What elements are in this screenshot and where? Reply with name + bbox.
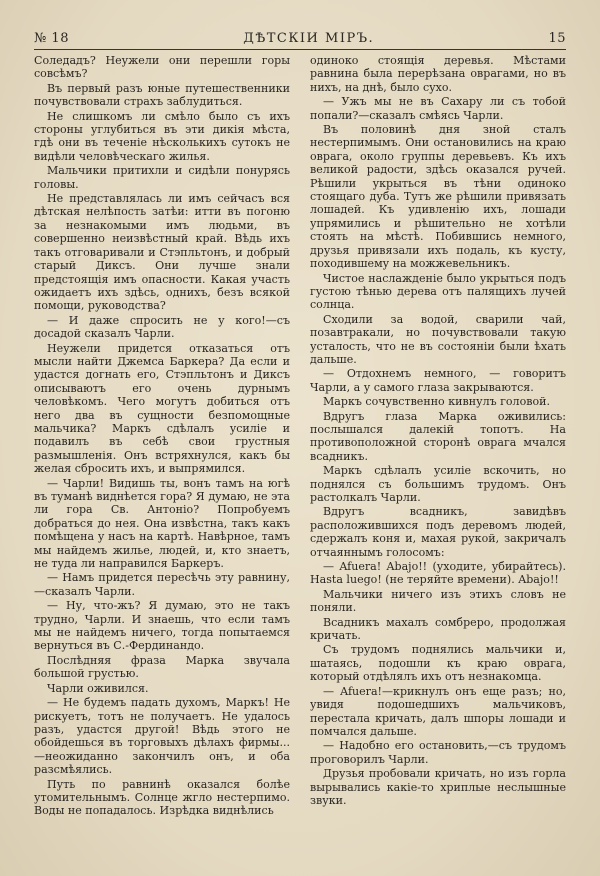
paragraph: Маркъ сдѣлалъ усиліе вскочить, но поднялся съ большимъ трудомъ. Онъ растолкалъ Чарли. <box>310 464 566 504</box>
paragraph: Въ половинѣ дня зной сталъ нестерпимымъ. Они остановились на краю оврага, около группы деревьевъ. Къ ихъ великой радости, здѣсь оказался ручей. Рѣшили укрыться въ тѣни одиноко стоящаго дуба. Тутъ же рѣшили привязать лошадей. Къ удивленію ихъ, лошади упрямились и рѣшительно не хотѣли стоять на мѣстѣ. Побившись немного, друзья привязали ихъ подаль, къ кусту, походившему на можжевельникъ. <box>310 123 566 271</box>
paragraph: — Afuera!—крикнулъ онъ еще разъ; но, увидя подошедшихъ мальчиковъ, перестала кричать, далъ шпоры лошади и помчался дальше. <box>310 684 566 738</box>
paragraph: — Ужъ мы не въ Сахару ли съ тобой попали?—сказалъ смѣясь Чарли. <box>310 95 566 122</box>
paragraph: Путь по равнинѣ оказался болѣе утомительнымъ. Солнце жгло нестерпимо. Воды не попадалось. Изрѣдка виднѣлись <box>34 777 290 818</box>
paragraph: Мальчики притихли и сидѣли понурясь головы. <box>34 164 290 191</box>
paragraph: — Ну, что-жъ? Я думаю, это не такъ трудно, Чарли. И знаешь, что если тамъ мы не найдемъ ничего, тогда попытаемся вернуться въ С.-Фердинандо. <box>34 599 290 653</box>
paragraph: — И даже спросить не у кого!—съ досадой сказалъ Чарли. <box>34 313 290 341</box>
paragraph: Чарли оживился. <box>47 681 149 695</box>
left-column <box>34 54 290 854</box>
paragraph: — Намъ придется пересѣчь эту равнину,—сказалъ Чарли. <box>34 571 290 598</box>
paragraph: Въ первый разъ юные путешественники почувствовали страхъ заблудиться. <box>34 81 290 109</box>
paragraph: Вдругъ всадникъ, завидѣвъ расположившихся подъ деревомъ людей, сдержалъ коня и, махая рукой, закричалъ отчаяннымъ голосомъ: <box>310 505 566 559</box>
text-columns <box>34 54 566 854</box>
paragraph: Сходили за водой, сварили чай, позавтракали, но почувствовали такую усталость, что не въ состояніи были ѣхать дальше. <box>310 312 566 366</box>
right-column <box>310 54 566 854</box>
paragraph: Друзья пробовали кричать, но изъ горла вырывались какіе-то хриплые неслышные звуки. <box>310 767 566 807</box>
paragraph: Всадникъ махалъ сомбреро, продолжая кричать. <box>310 615 566 643</box>
paragraph: Не слишкомъ ли смѣло было съ ихъ стороны углубиться въ эти дикія мѣста, гдѣ они въ теченіе нѣсколькихъ сутокъ не видѣли человѣческаго жилья. <box>34 109 290 163</box>
issue-number: № 18 <box>34 31 69 46</box>
page-number: 15 <box>548 31 566 46</box>
paragraph: Не представлялась ли имъ сейчасъ вся дѣтская нелѣпость затѣи: итти въ погоню за незнакомыми имъ людьми, въ совершенно неизвѣстный край. Вѣдь ихъ такъ отговаривали и Стэпльтонъ, и добрый старый Диксъ. Они лучше знали предстоящія имъ опасности. Какая участь ожидаетъ ихъ здѣсь, однихъ, безъ всякой помощи, руководства? <box>34 192 290 313</box>
paragraph: Мальчики ничего изъ этихъ словъ не поняли. <box>310 587 566 615</box>
paragraph: — Чарли! Видишь ты, вонъ тамъ на югѣ въ туманѣ виднѣется гора? Я думаю, не эта ли гора Св. Антоніо? Попробуемъ добраться до нея. Она извѣстна, такъ какъ помѣщена у насъ на картѣ. Навѣрное, тамъ мы найдемъ жилье, людей, и, кто знаетъ, не туда ли направился Баркеръ. <box>34 476 290 571</box>
page-header <box>34 22 566 50</box>
paragraph: Послѣдняя фраза Марка звучала большой грустью. <box>34 653 290 681</box>
paragraph: — Надобно его остановить,—съ трудомъ проговорилъ Чарли. <box>310 739 566 766</box>
paragraph: — Не будемъ падать духомъ, Маркъ! Не рискуетъ, тотъ не получаетъ. Не удалось разъ, удастся другой! Вѣдь этого не обойдешься въ торговыхъ дѣлахъ фирмы...—неожиданно закончилъ онъ, и оба разсмѣялись. <box>34 696 290 777</box>
paragraph: Чистое наслажденіе было укрыться подъ густою тѣнью дерева отъ палящихъ лучей солнца. <box>310 271 566 312</box>
paragraph: Неужели придется отказаться отъ мысли найти Джемса Баркера? Да если и удастся догнать его, Стэпльтонъ и Диксъ описываютъ его очень дурнымъ человѣкомъ. Чего могутъ добиться отъ него два въ сущности безпомощные мальчика? Маркъ сдѣлалъ усиліе и подавилъ въ себѣ свои грустныя размышленія. Онъ встряхнулся, какъ бы желая сбросить ихъ, и выпрямился. <box>34 341 290 476</box>
paragraph: Съ трудомъ поднялись мальчики и, шатаясь, подошли къ краю оврага, который отдѣлялъ ихъ отъ незнакомца. <box>310 643 566 684</box>
paragraph: одиноко стоящія деревья. Мѣстами равнина была перерѣзана оврагами, но въ нихъ, на днѣ, было сухо. <box>310 54 566 94</box>
magazine-title: ДѢТСКІИ МІРЪ. <box>243 31 375 46</box>
paragraph: — Afuera! Abajo!! (уходите, убирайтесь). Hasta luego! (не теряйте времени). Abajo!! <box>310 560 566 587</box>
paragraph: — Отдохнемъ немного, — говоритъ Чарли, а у самого глаза закрываются. <box>310 367 566 394</box>
paragraph: Вдругъ глаза Марка оживились: послышался далекій топотъ. На противоположной сторонѣ оврага мчался всадникъ. <box>310 409 566 463</box>
paragraph: Соледадъ? Неужели они перешли горы совсѣмъ? <box>34 54 290 81</box>
paragraph: Маркъ сочувственно кивнулъ головой. <box>323 395 550 409</box>
